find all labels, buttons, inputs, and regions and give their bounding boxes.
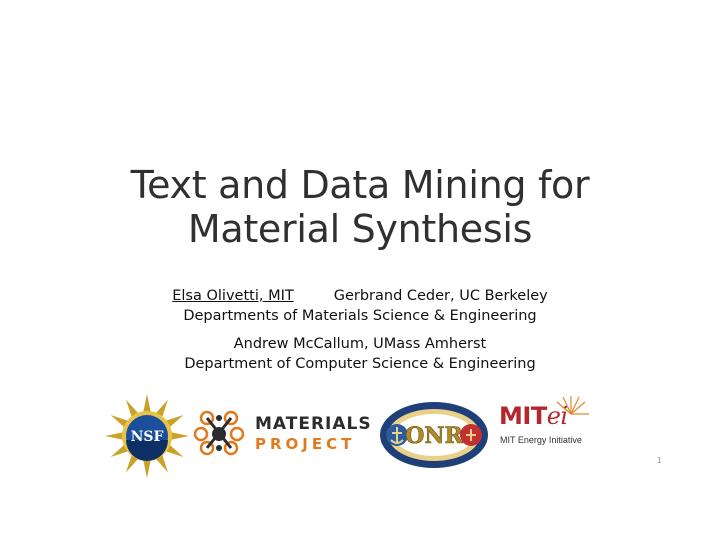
onr-logo-text: ONR — [405, 423, 463, 449]
affiliation-materials: Departments of Materials Science & Engineering — [183, 308, 537, 324]
author-olivetti: Elsa Olivetti, MIT — [172, 288, 294, 304]
affiliation-computer-science: Department of Computer Science & Engineering — [184, 356, 536, 372]
page-number: 1 — [657, 456, 662, 465]
materials-project-logo — [193, 408, 373, 456]
materials-project-line-2: PROJECT — [255, 435, 356, 453]
author-ceder: Gerbrand Ceder, UC Berkeley — [333, 288, 548, 304]
mit-energy-initiative-logo — [499, 398, 609, 454]
nsf-logo-text: NSF — [130, 429, 164, 445]
sponsor-logos — [0, 390, 720, 480]
author-mccallum: Andrew McCallum, UMass Amherst — [233, 336, 487, 352]
materials-project-line-1: MATERIALS — [255, 414, 372, 434]
author-row-1 — [0, 286, 720, 306]
miti-main: MIT — [499, 402, 547, 430]
miti-wordmark — [499, 402, 568, 430]
miti-italic: ei — [546, 402, 568, 430]
miti-subtitle: MIT Energy Initiative — [500, 435, 582, 445]
slide-title — [0, 163, 720, 251]
nsf-logo — [104, 393, 190, 479]
onr-logo — [378, 400, 490, 470]
title-line-1: Text and Data Mining for — [130, 163, 590, 207]
author-block — [0, 286, 720, 374]
title-line-2: Material Synthesis — [187, 207, 533, 251]
